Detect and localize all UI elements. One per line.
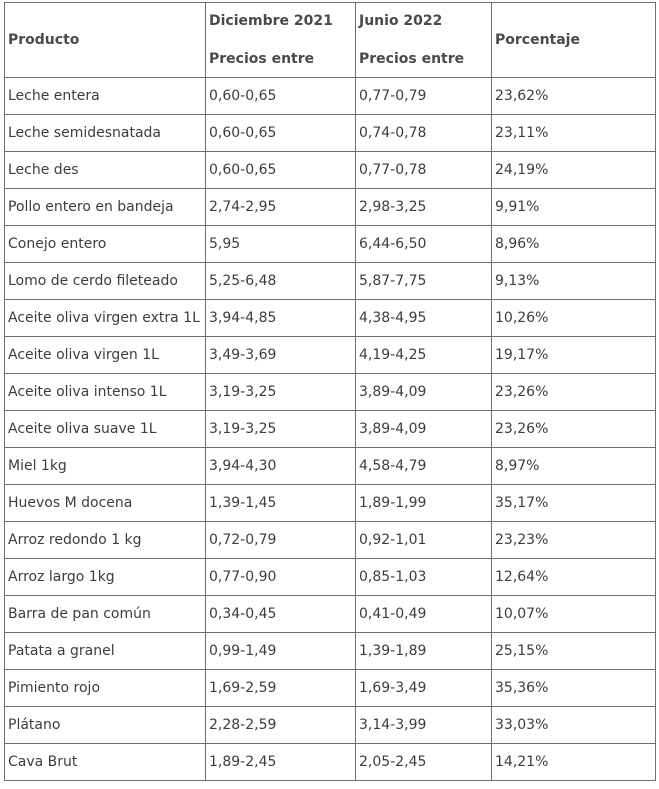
cell-diciembre-2021: 3,49-3,69 [206,337,356,374]
cell-producto: Arroz redondo 1 kg [5,522,206,559]
cell-porcentaje: 23,11% [492,115,656,152]
header-junio-2022 [356,3,492,78]
cell-producto: Leche semidesnatada [5,115,206,152]
table-row [5,485,656,522]
cell-porcentaje: 8,97% [492,448,656,485]
cell-producto: Arroz largo 1kg [5,559,206,596]
cell-junio-2022: 3,89-4,09 [356,374,492,411]
cell-porcentaje: 10,26% [492,300,656,337]
cell-junio-2022: 6,44-6,50 [356,226,492,263]
table-row [5,115,656,152]
cell-diciembre-2021: 3,94-4,85 [206,300,356,337]
cell-porcentaje: 9,91% [492,189,656,226]
cell-diciembre-2021: 0,60-0,65 [206,152,356,189]
cell-diciembre-2021: 0,72-0,79 [206,522,356,559]
table-row [5,374,656,411]
header-porcentaje-label: Porcentaje [495,32,580,48]
cell-porcentaje: 24,19% [492,152,656,189]
cell-junio-2022: 2,05-2,45 [356,744,492,781]
cell-junio-2022: 4,38-4,95 [356,300,492,337]
cell-junio-2022: 0,92-1,01 [356,522,492,559]
table-row [5,337,656,374]
header-junio-2022-sub: Precios entre [359,51,465,67]
table-row [5,226,656,263]
price-table-container [4,2,655,781]
cell-porcentaje: 14,21% [492,744,656,781]
cell-porcentaje: 9,13% [492,263,656,300]
cell-porcentaje: 23,26% [492,411,656,448]
cell-junio-2022: 4,58-4,79 [356,448,492,485]
cell-porcentaje: 23,26% [492,374,656,411]
table-row [5,152,656,189]
cell-junio-2022: 5,87-7,75 [356,263,492,300]
table-header-row [5,3,656,78]
price-comparison-table [4,2,656,781]
cell-producto: Conejo entero [5,226,206,263]
cell-producto: Aceite oliva intenso 1L [5,374,206,411]
cell-junio-2022: 4,19-4,25 [356,337,492,374]
table-row [5,300,656,337]
cell-diciembre-2021: 3,94-4,30 [206,448,356,485]
header-producto-label: Producto [8,32,80,48]
cell-porcentaje: 10,07% [492,596,656,633]
cell-porcentaje: 23,62% [492,78,656,115]
cell-junio-2022: 2,98-3,25 [356,189,492,226]
cell-producto: Barra de pan común [5,596,206,633]
cell-diciembre-2021: 0,77-0,90 [206,559,356,596]
cell-producto: Aceite oliva virgen 1L [5,337,206,374]
cell-porcentaje: 33,03% [492,707,656,744]
table-row [5,707,656,744]
cell-porcentaje: 19,17% [492,337,656,374]
cell-producto: Pollo entero en bandeja [5,189,206,226]
header-junio-2022-date: Junio 2022 [359,13,443,29]
cell-producto: Leche des [5,152,206,189]
cell-junio-2022: 0,74-0,78 [356,115,492,152]
cell-diciembre-2021: 0,60-0,65 [206,115,356,152]
header-diciembre-2021 [206,3,356,78]
cell-junio-2022: 0,77-0,78 [356,152,492,189]
cell-producto: Cava Brut [5,744,206,781]
cell-junio-2022: 1,89-1,99 [356,485,492,522]
cell-junio-2022: 0,77-0,79 [356,78,492,115]
table-row [5,78,656,115]
table-row [5,448,656,485]
cell-junio-2022: 3,89-4,09 [356,411,492,448]
table-row [5,411,656,448]
cell-porcentaje: 25,15% [492,633,656,670]
header-diciembre-2021-date: Diciembre 2021 [209,13,333,29]
table-body [5,78,656,781]
cell-junio-2022: 1,69-3,49 [356,670,492,707]
cell-diciembre-2021: 2,28-2,59 [206,707,356,744]
cell-diciembre-2021: 3,19-3,25 [206,411,356,448]
table-row [5,670,656,707]
cell-diciembre-2021: 5,25-6,48 [206,263,356,300]
table-row [5,522,656,559]
table-row [5,559,656,596]
cell-producto: Leche entera [5,78,206,115]
table-row [5,263,656,300]
cell-producto: Lomo de cerdo fileteado [5,263,206,300]
cell-porcentaje: 35,17% [492,485,656,522]
cell-junio-2022: 0,41-0,49 [356,596,492,633]
cell-diciembre-2021: 5,95 [206,226,356,263]
cell-producto: Pimiento rojo [5,670,206,707]
table-row [5,189,656,226]
cell-junio-2022: 0,85-1,03 [356,559,492,596]
cell-porcentaje: 35,36% [492,670,656,707]
cell-junio-2022: 1,39-1,89 [356,633,492,670]
cell-producto: Plátano [5,707,206,744]
cell-porcentaje: 23,23% [492,522,656,559]
table-row [5,744,656,781]
cell-producto: Aceite oliva suave 1L [5,411,206,448]
cell-producto: Aceite oliva virgen extra 1L [5,300,206,337]
cell-diciembre-2021: 0,99-1,49 [206,633,356,670]
cell-diciembre-2021: 1,89-2,45 [206,744,356,781]
header-porcentaje [492,3,656,78]
table-row [5,633,656,670]
cell-diciembre-2021: 1,39-1,45 [206,485,356,522]
cell-producto: Huevos M docena [5,485,206,522]
cell-diciembre-2021: 2,74-2,95 [206,189,356,226]
cell-diciembre-2021: 0,34-0,45 [206,596,356,633]
header-diciembre-2021-sub: Precios entre [209,51,315,67]
cell-diciembre-2021: 1,69-2,59 [206,670,356,707]
cell-porcentaje: 8,96% [492,226,656,263]
cell-porcentaje: 12,64% [492,559,656,596]
cell-junio-2022: 3,14-3,99 [356,707,492,744]
cell-diciembre-2021: 0,60-0,65 [206,78,356,115]
cell-diciembre-2021: 3,19-3,25 [206,374,356,411]
table-row [5,596,656,633]
cell-producto: Patata a granel [5,633,206,670]
header-producto [5,3,206,78]
cell-producto: Miel 1kg [5,448,206,485]
